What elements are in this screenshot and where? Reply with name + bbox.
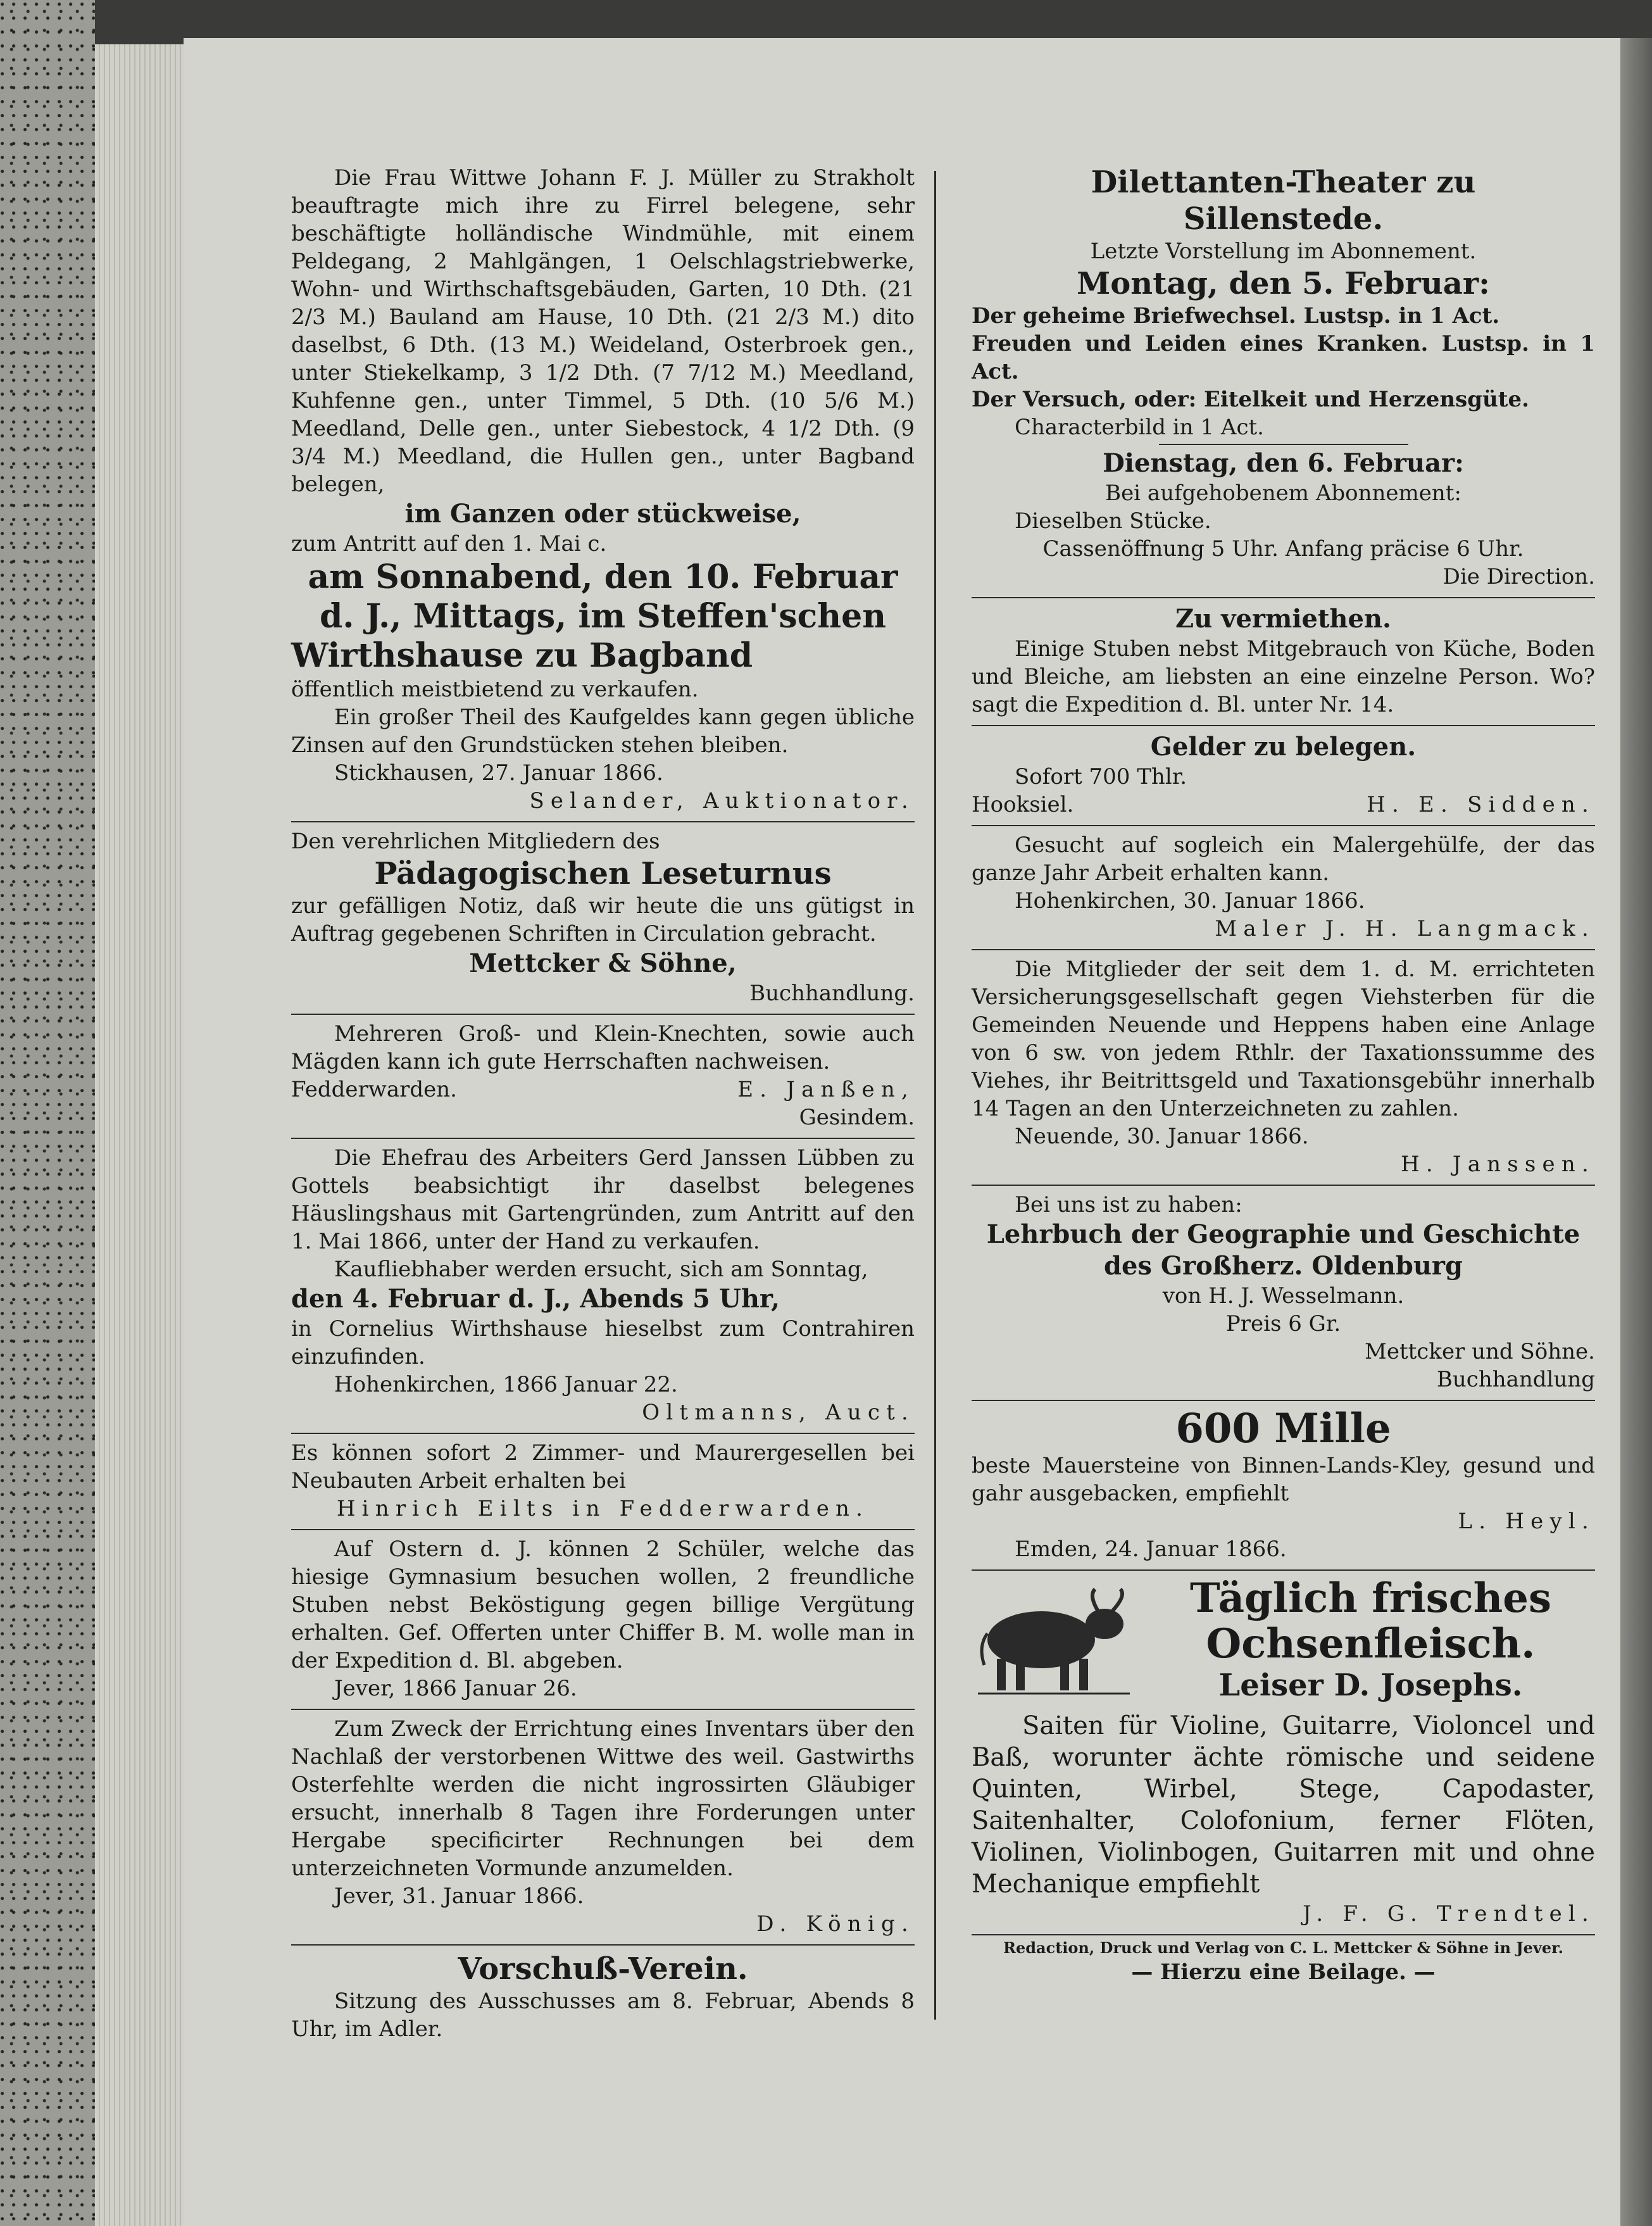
ad-haeuslingshaus: [291, 1141, 915, 1430]
divider: [291, 821, 915, 822]
ad-signature: H. E. Sidden.: [1367, 792, 1595, 817]
ad-vermiethen: [972, 601, 1595, 722]
ad-title: Zu vermiethen.: [1175, 604, 1391, 634]
ad-gelder: [972, 729, 1595, 822]
divider: [291, 1433, 915, 1434]
page-shadow: [1620, 38, 1652, 2226]
ad-date: den 4. Februar d. J., Abends 5 Uhr,: [291, 1284, 780, 1314]
ad-text: von H. J. Wesselmann.: [1162, 1283, 1405, 1309]
ad-text: Der geheime Briefwechsel. Lustsp. in 1 Act.: [972, 303, 1500, 329]
ad-title: Pädagogischen Leseturnus: [374, 856, 832, 891]
ad-title: Gelder zu belegen.: [1150, 732, 1417, 762]
ad-text: Bei aufgehobenem Abonnement:: [1105, 481, 1461, 506]
ad-ochsenfleisch: [972, 1573, 1595, 1707]
ad-place: Jever, 31. Januar 1866.: [334, 1883, 584, 1909]
ad-title: Dilettanten-Theater zu: [1091, 165, 1476, 200]
ad-maurergesellen: [291, 1437, 915, 1526]
column-rule: [934, 171, 936, 2020]
divider: [972, 1934, 1595, 1935]
ad-text: Preis 6 Gr.: [1225, 1311, 1341, 1336]
ad-emphasis: im Ganzen oder stückweise,: [404, 499, 801, 529]
ad-lehrbuch: [972, 1188, 1595, 1397]
ad-text: Sitzung des Ausschusses am 8. Februar, Abends 8 Uhr, im Adler.: [291, 1989, 915, 2042]
ad-text: Es können sofort 2 Zimmer- und Maurergesellen bei Neubauten Arbeit erhalten bei: [291, 1440, 915, 1493]
ad-text: Die Mitglieder der seit dem 1. d. M. errichteten Versicherungsgesellschaft gegen Viehsterben für die Gemeinden Neuende und Heppens haben eine Anlage von 6 sw. von jedem Rthlr. der Taxationssumme des Viehes, ihr Beitrittsgeld und Taxationsgebühr innerhalb 14 Tagen an den Unterzeichneten zu zahlen.: [972, 957, 1595, 1121]
right-column: [972, 161, 1595, 1986]
ad-title: Vorschuß-Verein.: [458, 1951, 748, 1987]
ad-text: Mehreren Groß- und Klein-Knechten, sowie auch Mägden kann ich gute Herrschaften nachweisen.: [291, 1021, 915, 1074]
ad-place: Fedderwarden.: [291, 1077, 457, 1102]
divider: [972, 725, 1595, 726]
divider: [972, 949, 1595, 950]
ad-title: Lehrbuch der Geographie und Geschichte des Großherz. Oldenburg: [986, 1219, 1580, 1281]
ad-place: Neuende, 30. Januar 1866.: [1015, 1124, 1309, 1149]
ad-versicherung: [972, 953, 1595, 1182]
ad-malergehuelfe: [972, 829, 1595, 946]
ad-signature: Mettcker & Söhne,: [469, 948, 737, 978]
ad-place: Jever, 1866 Januar 26.: [334, 1676, 577, 1701]
divider: [972, 1400, 1595, 1401]
ad-signature: Oltmanns, Auct.: [642, 1400, 915, 1425]
divider: [291, 1944, 915, 1946]
ad-text: Die Ehefrau des Arbeiters Gerd Janssen Lübben zu Gottels beabsichtigt ihr daselbst belegenes Häuslingshaus mit Gartengründen, zum Antritt auf den 1. Mai 1866, unter der Hand zu verkaufen.: [291, 1145, 915, 1254]
ad-text: Den verehrlichen Mitgliedern des: [291, 829, 660, 854]
ad-place: Hooksiel.: [972, 792, 1074, 817]
ad-signature: Buchhandlung: [1436, 1367, 1595, 1392]
ad-signature: Hinrich Eilts in Fedderwarden.: [336, 1496, 870, 1521]
ad-date: Wirthshause zu Bagband: [291, 636, 753, 675]
divider: [972, 825, 1595, 826]
ad-text: Auf Ostern d. J. können 2 Schüler, welche das hiesige Gymnasium besuchen wollen, 2 freundliche Stuben nebst Beköstigung gegen billige Vergütung erhalten. Gef. Offerten unter Chiffer B. M. wolle man in der Expedition d. Bl. abgeben.: [291, 1537, 915, 1673]
ad-signature: H. Janssen.: [1401, 1152, 1595, 1177]
ad-text: Einige Stuben nebst Mitgebrauch von Küche, Boden und Bleiche, am liebsten an eine einzelne Person. Wo? sagt die Expedition d. Bl. unter Nr. 14.: [972, 636, 1595, 717]
ad-saiten: [972, 1707, 1595, 1932]
ad-text: Cassenöffnung 5 Uhr. Anfang präcise 6 Uhr.: [1042, 536, 1524, 562]
ad-text: Saiten für Violine, Guitarre, Violoncel und Baß, worunter ächte römische und seidene Quinten, Wirbel, Stege, Capodaster, Saitenhalter, Colofonium, ferner Flöten, Violinen, Violinbogen, Guitarren mit und ohne Mechanique empfiehlt: [972, 1711, 1595, 1899]
divider: [291, 1138, 915, 1139]
ad-text: Der Versuch, oder: Eitelkeit und Herzensgüte.: [972, 387, 1529, 412]
divider: [972, 597, 1595, 598]
ad-place: Emden, 24. Januar 1866.: [1015, 1537, 1287, 1562]
ad-text: Gesucht auf sogleich ein Malergehülfe, der das ganze Jahr Arbeit erhalten kann.: [972, 833, 1595, 886]
ad-signature: Buchhandlung.: [749, 981, 915, 1006]
ad-schueler: [291, 1533, 915, 1706]
ad-text: Die Frau Wittwe Johann F. J. Müller zu Strakholt beauftragte mich ihre zu Firrel belegene, sehr beschäftigte holländische Windmühle, mit einem Peldegang, 2 Mahlgängen, 1 Oelschlagstriebwerke, Wohn- und Wirthschaftsgebäuden, Garten, 10 Dth. (21 2/3 M.) Bauland am Hause, 10 Dth. (21 2/3 M.) dito daselbst, 6 Dth. (13 M.) Weideland, Osterbroek gen., unter Stiekelkamp, 3 1/2 Dth. (7 7/12 M.) Meedland, Kuhfenne gen., unter Timmel, 5 Dth. (10 5/6 M.) Meedland, Delle gen., unter Siebestock, 4 1/2 Dth. (9 3/4 M.) Meedland, die Hullen gen., unter Bagband belegen,: [291, 165, 915, 497]
ad-text: Letzte Vorstellung im Abonnement.: [1090, 239, 1477, 264]
supplement-note: — Hierzu eine Beilage. —: [1131, 1959, 1436, 1985]
ad-place: Hohenkirchen, 30. Januar 1866.: [1015, 888, 1365, 914]
ad-text: Bei uns ist zu haben:: [1015, 1192, 1242, 1217]
ad-vorschuss-verein: [291, 1948, 915, 2047]
ad-knechte: [291, 1017, 915, 1135]
ad-place: Hohenkirchen, 1866 Januar 22.: [334, 1372, 678, 1397]
ox-icon: [972, 1576, 1136, 1703]
ad-title: Sillenstede.: [1183, 201, 1384, 237]
ad-text: Characterbild in 1 Act.: [1015, 415, 1264, 440]
ad-place: Stickhausen, 27. Januar 1866.: [334, 760, 663, 786]
ad-signature: J. F. G. Trendtel.: [1303, 1901, 1595, 1927]
ad-signature: L. Heyl.: [1458, 1509, 1595, 1534]
ad-text: zum Antritt auf den 1. Mai c.: [291, 531, 607, 556]
ad-text: in Cornelius Wirthshause hieselbst zum Contrahiren einzufinden.: [291, 1316, 915, 1369]
book-binding: [0, 0, 95, 2226]
ad-signature: E. Janßen,: [737, 1077, 915, 1102]
divider: [1159, 444, 1408, 445]
ad-signature: Selander, Auktionator.: [529, 788, 915, 814]
divider: [291, 1709, 915, 1710]
ad-signature: D. König.: [756, 1911, 915, 1937]
ad-text: Freuden und Leiden eines Kranken. Lustsp. in 1 Act.: [972, 331, 1595, 384]
divider: [291, 1014, 915, 1015]
divider: [972, 1185, 1595, 1186]
ad-title: Ochsenfleisch.: [1206, 1620, 1536, 1668]
page-edges: [95, 44, 190, 2226]
ad-signature: Mettcker und Söhne.: [1365, 1339, 1595, 1364]
ad-mauersteine: [972, 1404, 1595, 1567]
imprint: Redaction, Druck und Verlag von C. L. Mettcker & Söhne in Jever.: [1003, 1939, 1563, 1957]
ad-title: Täglich frisches: [1189, 1575, 1552, 1622]
ad-text: Ein großer Theil des Kaufgeldes kann gegen übliche Zinsen auf den Grundstücken stehen bleiben.: [291, 705, 915, 758]
ad-title: 600 Mille: [1175, 1405, 1391, 1452]
ad-text: öffentlich meistbietend zu verkaufen.: [291, 677, 699, 702]
ad-text: Dieselben Stücke.: [1015, 508, 1211, 534]
ad-theater: [972, 161, 1595, 594]
ad-text: beste Mauersteine von Binnen-Lands-Kley, gesund und gahr ausgebacken, empfiehlt: [972, 1453, 1595, 1506]
divider: [972, 1569, 1595, 1571]
ad-text: zur gefälligen Notiz, daß wir heute die uns gütigst in Auftrag gegebenen Schriften in Circulation gebracht.: [291, 893, 915, 946]
ad-signature: Gesindem.: [799, 1105, 915, 1130]
ad-inventar: [291, 1713, 915, 1942]
ad-signature: Die Direction.: [1442, 564, 1595, 589]
ad-date: Montag, den 5. Februar:: [1077, 266, 1490, 301]
ad-text: Zum Zweck der Errichtung eines Inventars über den Nachlaß der verstorbenen Wittwe des weil. Gastwirths Osterfehlte werden die nicht ingrossirten Gläubiger ersucht, innerhalb 8 Tagen ihre Forderungen unter Hergabe specificirter Rechnungen bei dem unterzeichneten Vormunde anzumelden.: [291, 1716, 915, 1881]
divider: [291, 1529, 915, 1530]
ad-signature: Leiser D. Josephs.: [1218, 1668, 1523, 1703]
ad-date: d. J., Mittags, im Steffen'schen: [320, 597, 886, 636]
ad-date: Dienstag, den 6. Februar:: [1103, 448, 1464, 478]
left-column: [291, 161, 915, 2047]
ad-signature: Maler J. H. Langmack.: [1215, 916, 1595, 941]
ad-text: Sofort 700 Thlr.: [1015, 764, 1187, 789]
ad-date: am Sonnabend, den 10. Februar: [308, 558, 898, 596]
ad-windmill-auction: [291, 161, 915, 819]
ad-text: Kaufliebhaber werden ersucht, sich am Sonntag,: [334, 1257, 868, 1282]
ad-leseturnus: [291, 825, 915, 1011]
